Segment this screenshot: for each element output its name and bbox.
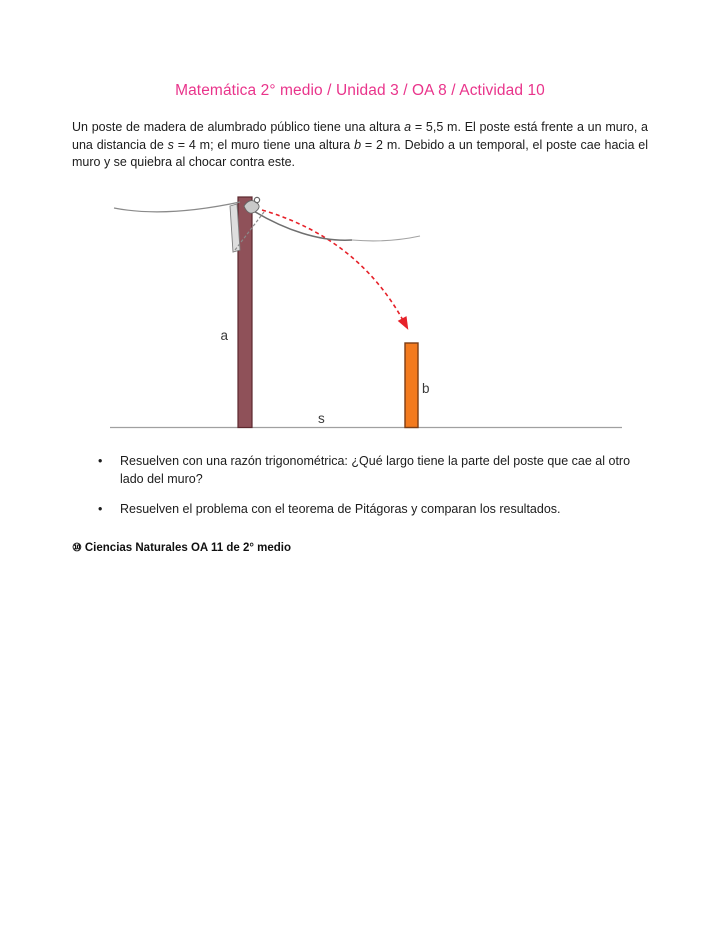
task-item-trig bbox=[96, 453, 636, 488]
footnote bbox=[72, 541, 291, 554]
footnote-marker: ⑩ bbox=[72, 542, 82, 554]
fall-arrowhead-icon bbox=[398, 316, 409, 330]
intro-text-1: Un poste de madera de alumbrado público tiene una altura bbox=[72, 120, 405, 134]
figure-svg bbox=[0, 190, 720, 440]
intro-text-4: = 2 m. Debido a un temporal, el poste cae hacia el muro y se quiebra al chocar contra este. bbox=[72, 137, 648, 170]
footnote-text: Ciencias Naturales OA 11 de 2° medio bbox=[84, 542, 292, 554]
power-line-left bbox=[114, 202, 240, 212]
task-list bbox=[96, 453, 636, 519]
variable-a: a bbox=[404, 120, 412, 134]
task-item-pythagoras-text: Resuelven el problema con el teorema de Pitágoras y comparan los resultados. bbox=[120, 502, 561, 516]
task-item-pythagoras bbox=[96, 501, 636, 519]
page-title: Matemática 2° medio / Unidad 3 / OA 8 / Actividad 10 bbox=[175, 82, 545, 99]
pole bbox=[238, 197, 252, 428]
label-wall-height: b bbox=[422, 381, 430, 396]
intro-text-2: = 5,5 m. El poste está frente a un muro, a una distancia de bbox=[72, 120, 648, 152]
label-pole-height: a bbox=[220, 328, 228, 343]
intro-text-3: = 4 m; el muro tiene una altura bbox=[173, 137, 355, 152]
intro-paragraph bbox=[72, 119, 648, 172]
task-item-trig-text: Resuelven con una razón trigonométrica: ¿Qué largo tiene la parte del poste que cae al otro lado del muro? bbox=[120, 454, 631, 486]
wall bbox=[405, 343, 418, 428]
label-distance: s bbox=[318, 411, 325, 426]
variable-b: b bbox=[354, 137, 362, 152]
power-line-fallen-tail bbox=[352, 236, 420, 241]
power-line-fallen bbox=[252, 210, 352, 240]
pulley-icon bbox=[254, 197, 259, 202]
variable-s: s bbox=[167, 137, 174, 152]
pole-wall-figure bbox=[0, 190, 720, 440]
